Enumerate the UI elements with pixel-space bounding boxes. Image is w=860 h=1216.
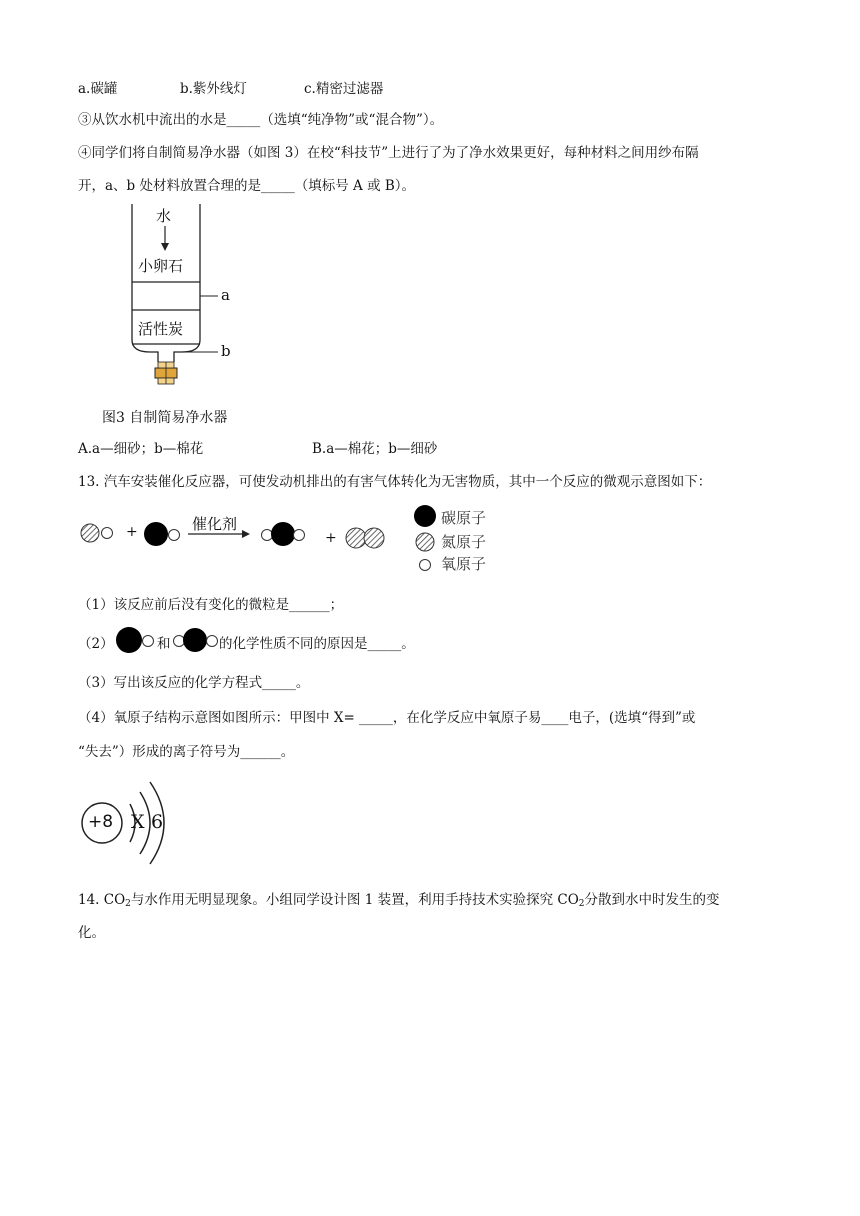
q12-part4-line2: 开，a、b 处材料放置合理的是_____（填标号 A 或 B）。 [78, 178, 416, 194]
q14-line2: 化。 [78, 925, 105, 941]
q13-part4-line1: （4）氧原子结构示意图如图所示：甲图中 X= _____，在化学反应中氧原子易____电子，(选填“得到”或 [78, 710, 696, 726]
q13-stem: 13. 汽车安装催化反应器，可使发动机排出的有害气体转化为无害物质，其中一个反应的微观示意图如下： [78, 474, 712, 490]
option-c: c.精密过滤器 [304, 81, 384, 97]
atom-shell1-label: X [131, 811, 145, 833]
q14-sub-1: 2 [125, 899, 131, 909]
choice-a: A.a—细砂；b—棉花 [78, 441, 204, 457]
q13-part2-and: 和 [157, 636, 171, 652]
legend-nitrogen: 氮原子 [441, 533, 487, 551]
q14-text-a: 14. CO [78, 892, 126, 908]
q14-text-c: 分散到水中时发生的变 [584, 892, 720, 908]
reaction-catalyst: 催化剂 [192, 515, 238, 533]
q13-part3: （3）写出该反应的化学方程式_____。 [78, 675, 310, 691]
water-purifier-figure [120, 200, 280, 390]
reaction-diagram [78, 500, 498, 580]
atom-nucleus-label: +8 [88, 812, 114, 832]
co2-molecule-inline [172, 624, 222, 656]
q13-part4-line2: “失去”）形成的离子符号为______。 [78, 744, 295, 760]
figure3-water-label: 水 [156, 207, 172, 225]
figure3-label-a: a [221, 286, 230, 304]
q14-text-b: 与水作用无明显现象。小组同学设计图 1 装置，利用手持技术实验探究 CO [130, 892, 579, 908]
q14-line1 [78, 888, 720, 909]
legend-oxygen: 氧原子 [441, 555, 487, 573]
figure3-layer-pebbles: 小卵石 [138, 257, 184, 275]
choice-b: B.a—棉花；b—细砂 [312, 441, 438, 457]
q12-part3: ③从饮水机中流出的水是_____（选填“纯净物”或“混合物”）。 [78, 112, 444, 128]
q14-sub-2: 2 [578, 899, 585, 909]
co-molecule-inline [114, 624, 158, 656]
atom-shell2-label: 6 [151, 811, 164, 833]
option-a: a.碳罐 [78, 81, 118, 97]
reaction-plus-1: + [126, 524, 138, 540]
q13-part2-prefix: （2） [78, 636, 114, 652]
figure3-caption: 图3 自制简易净水器 [102, 410, 228, 426]
option-b: b.紫外线灯 [180, 81, 247, 97]
q12-part4-line1: ④同学们将自制简易净水器（如图 3）在校“科技节”上进行了为了净水效果更好，每种材料之间用纱布隔 [78, 145, 699, 161]
reaction-plus-2: + [325, 530, 337, 546]
figure3-layer-carbon: 活性炭 [138, 320, 184, 338]
figure3-label-b: b [221, 342, 231, 360]
q13-part2-suffix: 的化学性质不同的原因是_____。 [219, 636, 415, 652]
q13-part1: （1）该反应前后没有变化的微粒是______； [78, 597, 344, 613]
legend-carbon: 碳原子 [441, 509, 487, 527]
